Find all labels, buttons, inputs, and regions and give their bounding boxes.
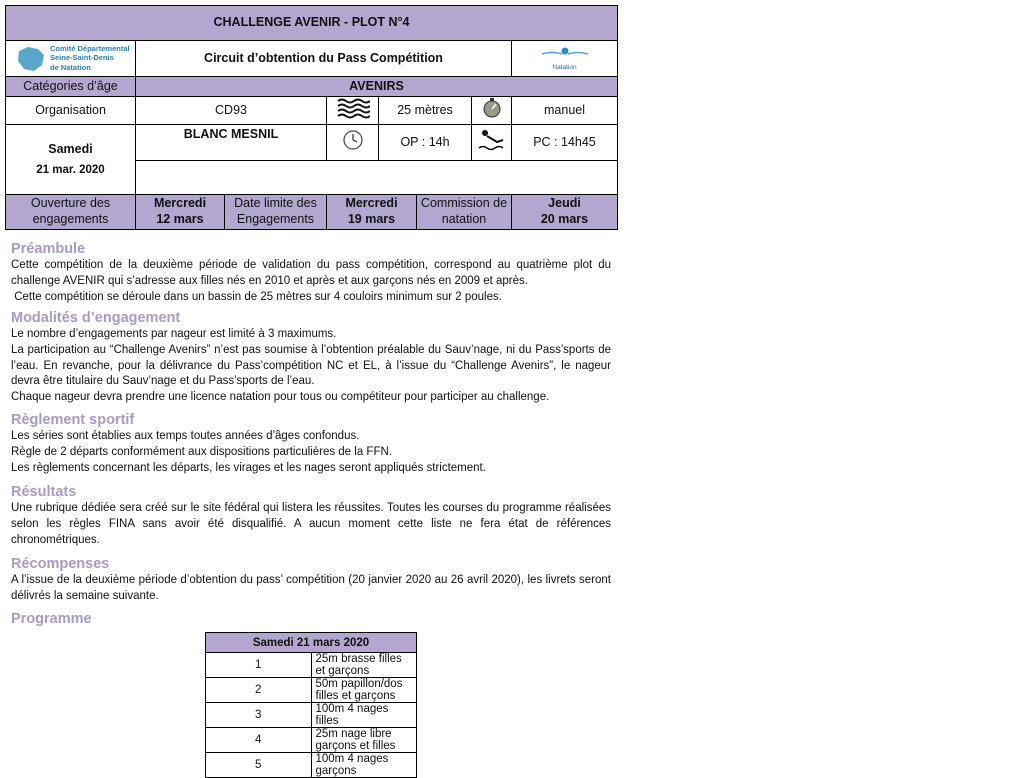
date-cell	[6, 125, 136, 195]
event-date: 21 mar. 2020	[36, 164, 105, 177]
cd93-logo	[6, 41, 136, 77]
timing-value: manuel	[512, 97, 618, 125]
clock-icon	[342, 129, 364, 151]
table-row	[206, 678, 417, 703]
natation-label: Natation	[552, 63, 577, 71]
paragraph: Chaque nageur devra prendre une licence natation pour tous ou compétiteur pour participer au challenge.	[11, 391, 550, 404]
section-recompenses	[11, 556, 611, 605]
organisation-value: CD93	[136, 97, 327, 125]
table-row	[206, 653, 417, 678]
water-waves-icon	[336, 97, 370, 119]
empty-cell	[136, 161, 618, 195]
section-title: Récompenses	[11, 556, 110, 572]
event-name: 100m 4 nages garçons	[311, 753, 417, 778]
event-number: 2	[206, 678, 312, 703]
op-value: OP : 14h	[379, 125, 472, 161]
category-value: AVENIRS	[136, 77, 618, 97]
natation-wave-icon	[540, 45, 590, 59]
event-number: 3	[206, 703, 312, 728]
pool-value: 25 mètres	[379, 97, 472, 125]
table-row	[206, 753, 417, 778]
paragraph: Les règlements concernant les départs, les virages et les nages seront appliqués strictement.	[11, 461, 486, 474]
paragraph: Règle de 2 départs conformément aux dispositions particulières de la FFN.	[11, 445, 392, 458]
paragraph: Une rubrique dédiée sera créé sur le site fédéral qui listera les réussites. Toutes les courses du programme réalisées selon les règles FINA sans avoir été disqualifié. A aucun moment cette liste ne fera état de références chronométriques.	[11, 502, 611, 546]
timing-icon-cell	[472, 97, 512, 125]
pool-icon-cell	[327, 97, 379, 125]
programme-table-header: Samedi 21 mars 2020	[206, 633, 417, 653]
commission-date: 20 mars	[540, 212, 589, 226]
event-name: 50m papillon/dos filles et garçons	[311, 678, 417, 703]
header-subtitle: Circuit d’obtention du Pass Compétition	[136, 41, 512, 77]
table-row	[206, 703, 417, 728]
ouverture-date-cell	[136, 195, 327, 230]
event-name: 25m brasse filles et garçons	[311, 653, 417, 678]
header-table	[5, 5, 618, 230]
swimmer-dive-icon	[477, 128, 507, 152]
limite-day: Mercredi	[345, 196, 398, 211]
paragraph: A l’issue de la deuxième période d’obtention du pass’ compétition (20 janvier 2020 au 26 avril 2020), les livrets seront délivrés la semaine suivante.	[11, 574, 611, 602]
section-programme	[11, 611, 611, 628]
event-number: 4	[206, 728, 312, 753]
limite-label: Date limite des Engagements	[234, 196, 317, 226]
category-label: Catégories d’âge	[6, 77, 136, 97]
commission-label: Commission de natation	[417, 195, 512, 230]
event-day: Samedi	[48, 141, 93, 156]
limite-date: 19 mars	[347, 212, 396, 226]
commission-date-cell	[512, 195, 618, 230]
table-row	[206, 728, 417, 753]
event-number: 5	[206, 753, 312, 778]
ouverture-date: 12 mars	[156, 212, 204, 226]
ouverture-day: Mercredi	[153, 196, 207, 211]
op-icon-cell	[327, 125, 379, 161]
programme-table	[205, 632, 417, 778]
section-title: Résultats	[11, 484, 77, 500]
natation-logo	[512, 41, 618, 77]
paragraph: Cette compétition se déroule dans un bassin de 25 mètres sur 4 couloirs minimum sur 2 poules.	[11, 290, 502, 303]
paragraph: Les séries sont établies aux temps toutes années d’âges confondus.	[11, 430, 360, 442]
section-title: Préambule	[11, 241, 86, 257]
header-title: CHALLENGE AVENIR - PLOT N°4	[6, 6, 618, 41]
section-resultats	[11, 484, 611, 548]
pc-value: PC : 14h45	[512, 125, 618, 161]
section-title: Programme	[11, 611, 92, 627]
event-name: 25m nage libre garçons et filles	[311, 728, 417, 753]
paragraph: Le nombre d’engagements par nageur est limité à 3 maximums.	[11, 328, 337, 340]
event-name: 100m 4 nages filles	[311, 703, 417, 728]
section-title: Règlement sportif	[11, 412, 135, 428]
venue: BLANC MESNIL	[136, 125, 327, 161]
event-number: 1	[206, 653, 312, 678]
paragraph: La participation au “Challenge Avenirs” n’est pas soumise à l’obtention préalable du Sauv’nage, ni du Pass’sports de l’eau. En revanche, pour la délivrance du Pass’compétition NC et EL, à l’issue du “Challenge Avenirs”, le nageur devra être titulaire du Sauv’nage et du Pass’sports de l’eau.	[11, 343, 611, 388]
organisation-label: Organisation	[6, 97, 136, 125]
commission-day: Jeudi	[548, 196, 581, 211]
paragraph: Cette compétition de la deuxième période de validation du pass compétition, correspond au quatrième plot du challenge AVENIR qui s’adresse aux filles nés en 2010 et après et aux garçons nés en 2009 et après.	[11, 259, 611, 287]
ouverture-label: Ouverture des engagements	[6, 195, 136, 230]
pc-icon-cell	[472, 125, 512, 161]
logo-line: Comité Départemental	[50, 43, 130, 53]
logo-line: Seine-Saint-Denis	[50, 53, 114, 62]
section-modalites	[11, 310, 611, 406]
section-title: Modalités d’engagement	[11, 310, 181, 326]
logo-line: de Natation	[50, 62, 91, 72]
map-logo-icon	[16, 45, 46, 73]
section-reglement	[11, 412, 611, 476]
section-preambule	[11, 241, 611, 305]
limite-date-cell	[327, 195, 417, 230]
stopwatch-icon	[481, 97, 503, 119]
